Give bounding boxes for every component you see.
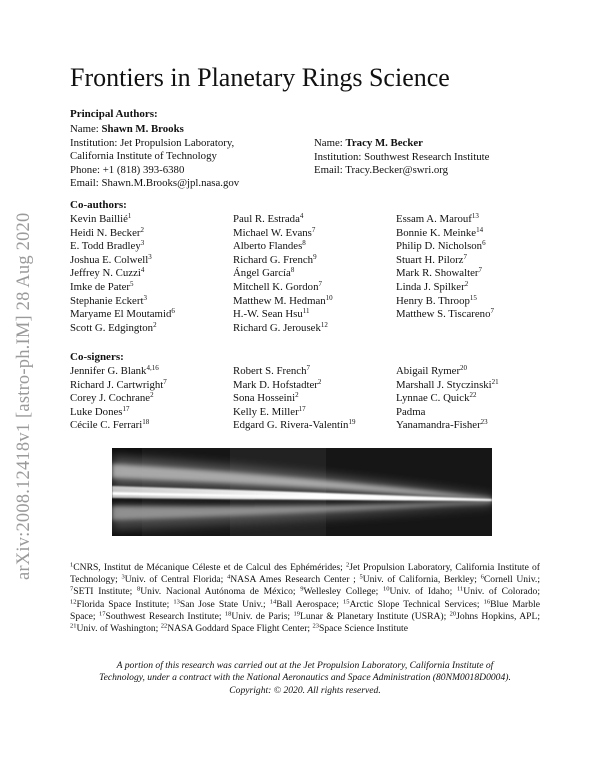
author-name-text: Mark R. Showalter [396, 267, 479, 280]
author-name-text: Abigail Rymer [396, 365, 461, 377]
affiliation-number: 8 [136, 585, 141, 593]
author-name [396, 254, 494, 268]
principal-author-1 [70, 123, 239, 191]
author-name-text: Jeffrey N. Cuzzi [70, 267, 141, 280]
affiliation-marker: 19 [348, 418, 356, 427]
author-name [233, 392, 355, 406]
author-name [233, 267, 333, 281]
author-name [233, 406, 355, 420]
affiliation-marker: 22 [469, 391, 477, 400]
author-name [233, 295, 333, 309]
affiliation-text: Wellesley College; [303, 586, 383, 598]
affiliation-marker: 11 [302, 307, 310, 316]
affiliation-number: 2 [345, 561, 350, 569]
rings-illustration [112, 448, 492, 536]
affiliation-marker: 2 [464, 279, 469, 288]
author-name-text: E. Todd Bradley [70, 240, 141, 253]
author-name-text: Imke de Pater [70, 280, 130, 293]
author-name [396, 227, 494, 241]
author-name [233, 379, 355, 393]
author-name-text: Kelly E. Miller [233, 405, 299, 418]
author-name-text: Mitchell K. Gordon [233, 280, 319, 293]
affiliation-number: 7 [70, 585, 74, 593]
coauthors-column-2 [233, 213, 333, 335]
author-2-name: Tracy M. Becker [345, 137, 423, 149]
author-name [233, 322, 333, 336]
affiliation-text: Blue Marble Space; [70, 598, 540, 622]
affiliation-text: Univ. of Colorado; [463, 586, 540, 598]
affiliations [70, 562, 540, 635]
affiliation-marker: 4 [140, 266, 145, 275]
author-name-text: Matthew S. Tiscareno [396, 308, 491, 321]
author-name-text: Paul R. Estrada [233, 213, 300, 225]
author-name [70, 254, 175, 268]
affiliation-text: CNRS, Institut de Mécanique Céleste et de Calcul des Ephémérides; [73, 562, 346, 573]
affiliation-number: 6 [480, 573, 484, 581]
author-name-text: Heidi N. Becker [70, 226, 141, 239]
author-name [396, 281, 494, 295]
author-2-email: Email: Tracy.Becker@swri.org [314, 164, 449, 177]
author-name [396, 295, 494, 309]
author-1-phone: Phone: +1 (818) 393-6380 [70, 163, 185, 176]
affiliation-marker: 2 [150, 391, 154, 400]
author-name [396, 406, 499, 420]
affiliation-marker: 17 [122, 404, 130, 413]
affiliation-number: 5 [359, 573, 363, 581]
affiliation-number: 18 [224, 610, 232, 618]
cosigners-column-1 [70, 365, 167, 433]
author-name [396, 365, 499, 379]
affiliation-number: 1 [70, 561, 74, 569]
affiliation-text: SETI Institute; [73, 586, 137, 598]
affiliation-number: 4 [227, 573, 231, 581]
affiliation-marker: 3 [140, 239, 145, 248]
author-name-text: Alberto Flandes [233, 240, 303, 253]
affiliation-number: 17 [98, 610, 106, 618]
affiliation-marker: 13 [471, 212, 479, 220]
affiliation-text: Southwest Research Institute; [105, 610, 225, 622]
affiliation-marker: 4 [299, 212, 304, 220]
affiliation-marker: 7 [490, 307, 494, 316]
author-1-institution: Institution: Jet Propulsion Laboratory, [70, 136, 235, 149]
author-name-text: Ángel García [233, 267, 291, 280]
author-name [70, 213, 175, 227]
affiliation-text: Johns Hopkins, APL; [456, 610, 540, 622]
affiliation-marker: 7 [163, 377, 167, 386]
author-name [396, 213, 494, 227]
affiliation-marker: 3 [148, 252, 152, 261]
author-name-text: Richard G. French [233, 253, 314, 266]
cosigners-column-3 [396, 365, 499, 433]
affiliation-marker: 12 [320, 320, 328, 329]
author-1-name: Shawn M. Brooks [101, 123, 184, 135]
affiliation-marker: 5 [129, 279, 134, 288]
affiliation-text: NASA Ames Research Center ; [230, 574, 360, 586]
author-1-institution-cont: California Institute of Technology [70, 150, 217, 163]
author-name [70, 267, 175, 281]
affiliation-marker: 8 [290, 266, 295, 275]
affiliation-text: Arctic Slope Technical Services; [349, 598, 484, 610]
author-name-text: Stuart H. Pilorz [396, 253, 464, 266]
author-name-text: Robert S. French [233, 365, 307, 377]
affiliation-text: NASA Goddard Space Flight Center; [167, 623, 313, 635]
author-name-text: Corey J. Cochrane [70, 392, 151, 405]
affiliation-text: Univ. de Paris; [231, 610, 294, 622]
author-name [396, 419, 499, 433]
affiliation-number: 9 [300, 585, 304, 593]
affiliation-marker: 4,16 [146, 364, 159, 372]
author-name [70, 295, 175, 309]
affiliation-text: Lunar & Planetary Institute (USRA); [299, 610, 450, 622]
affiliation-number: 20 [449, 610, 457, 618]
author-name [70, 379, 167, 393]
author-name-text: Mark D. Hofstadter [233, 378, 318, 391]
author-name-text: Yanamandra-Fisher [396, 419, 481, 432]
affiliation-number: 11 [457, 585, 464, 593]
affiliation-text: Univ. of California, Berkley; [362, 574, 481, 586]
author-name-text: Essam A. Marouf [396, 213, 472, 225]
affiliation-marker: 2 [295, 391, 299, 400]
affiliation-text: Univ. of Central Florida; [124, 574, 227, 586]
author-name [233, 365, 355, 379]
author-name [70, 419, 167, 433]
affiliation-number: 3 [121, 573, 125, 581]
principal-authors-heading: Principal Authors: [70, 108, 158, 120]
affiliation-marker: 10 [325, 293, 333, 302]
author-name-text: Padma [396, 405, 426, 418]
author-name [70, 240, 175, 254]
affiliation-number: 21 [70, 622, 77, 630]
affiliation-marker: 6 [171, 307, 175, 316]
author-name [70, 308, 175, 322]
affiliation-number: 22 [160, 622, 168, 630]
affiliation-number: 14 [269, 598, 277, 606]
author-name [233, 308, 333, 322]
affiliation-text: Cornell Univ.; [483, 574, 540, 586]
author-name-text: Stephanie Eckert [70, 294, 144, 307]
copyright-notice: Copyright: © 2020. All rights reserved. [229, 684, 381, 696]
author-name-text: Edgard G. Rivera-Valentín [233, 419, 349, 432]
author-name-text: Kevin Baillié [70, 213, 128, 225]
affiliation-marker: 7 [311, 225, 316, 234]
author-name-text: Marshall J. Styczinski [396, 378, 492, 391]
author-name [233, 240, 333, 254]
author-name-text: Cécile C. Ferrari [70, 419, 143, 432]
affiliation-marker: 20 [460, 364, 468, 372]
affiliation-marker: 15 [469, 293, 477, 302]
affiliation-marker: 2 [317, 377, 322, 386]
affiliation-text: Univ. of Idaho; [389, 586, 458, 598]
author-name-text: Michael W. Evans [233, 226, 312, 239]
author-name-text: Luke Dones [70, 405, 123, 418]
author-name-text: Matthew M. Hedman [233, 294, 326, 307]
affiliation-marker: 9 [313, 252, 317, 261]
author-name [396, 308, 494, 322]
cosigners-heading: Co-signers: [70, 351, 124, 363]
author-name [396, 379, 499, 393]
affiliation-marker: 1 [127, 212, 132, 220]
acknowledgment-line-1: A portion of this research was carried out at the Jet Propulsion Laboratory, California Institute of [116, 660, 494, 671]
author-name [233, 227, 333, 241]
affiliation-marker: 7 [318, 279, 322, 288]
author-name-text: H.-W. Sean Hsu [233, 308, 303, 321]
author-name-text: Joshua E. Colwell [70, 253, 149, 266]
affiliation-marker: 2 [140, 225, 144, 234]
affiliation-number: 16 [483, 598, 491, 606]
author-name-text: Sona Hosseini [233, 392, 296, 405]
affiliation-marker: 17 [298, 404, 306, 413]
author-name-text: Scott G. Edgington [70, 321, 154, 334]
affiliation-text: Univ. Nacional Autónoma de México; [140, 586, 301, 598]
affiliation-marker: 18 [142, 418, 150, 427]
acknowledgment [66, 660, 544, 697]
cosigners-column-2 [233, 365, 355, 433]
affiliation-text: Space Science Institute [318, 623, 408, 635]
coauthors-column-1 [70, 213, 175, 335]
author-1-name-line: Name: Shawn M. Brooks [70, 123, 184, 135]
affiliations-text [70, 562, 540, 635]
affiliation-text: Ball Aerospace; [276, 598, 343, 610]
arxiv-identifier: arXiv:2008.12418v1 [astro-ph.IM] 28 Aug 2020 [14, 212, 34, 580]
affiliation-number: 13 [173, 598, 180, 606]
affiliation-number: 23 [312, 622, 319, 630]
affiliation-marker: 6 [482, 239, 486, 248]
author-name [396, 240, 494, 254]
author-name-text: Philip D. Nicholson [396, 240, 483, 253]
author-name [70, 392, 167, 406]
affiliation-marker: 3 [143, 293, 147, 302]
affiliation-number: 19 [293, 610, 300, 618]
affiliation-text: San Jose State Univ.; [179, 598, 270, 610]
author-name [70, 227, 175, 241]
author-name-text: Richard G. Jerousek [233, 321, 321, 334]
coauthors-column-3 [396, 213, 494, 322]
paper-title: Frontiers in Planetary Rings Science [70, 63, 450, 92]
author-name [396, 267, 494, 281]
planetary-rings-image [112, 448, 492, 536]
author-name-text: Jennifer G. Blank [70, 365, 147, 377]
author-name [233, 213, 333, 227]
acknowledgment-line-2: Technology, under a contract with the National Aeronautics and Space Administration (80NM0018D0004). [99, 672, 511, 684]
author-name-text: Linda J. Spilker [396, 280, 465, 293]
affiliation-marker: 8 [302, 239, 306, 248]
affiliation-number: 12 [70, 598, 77, 606]
affiliation-number: 10 [382, 585, 390, 593]
author-name [70, 406, 167, 420]
affiliation-text: Florida Space Institute; [76, 598, 174, 610]
author-2-name-line: Name: Tracy M. Becker [314, 137, 423, 149]
author-name [70, 322, 175, 336]
author-name-text: Richard J. Cartwright [70, 378, 164, 391]
affiliation-text: Jet Propulsion Laboratory, California Institute of Technology; [70, 562, 540, 586]
author-name [233, 281, 333, 295]
affiliation-marker: 23 [480, 418, 488, 427]
author-2-institution: Institution: Southwest Research Institute [314, 150, 490, 163]
affiliation-number: 15 [342, 598, 350, 606]
author-name-text: Henry B. Throop [396, 294, 470, 307]
author-1-email: Email: Shawn.M.Brooks@jpl.nasa.gov [70, 177, 240, 190]
affiliation-marker: 14 [476, 225, 484, 234]
affiliation-marker: 7 [478, 266, 482, 275]
affiliation-marker: 7 [306, 364, 310, 372]
author-name [70, 281, 175, 295]
affiliation-marker: 2 [153, 320, 157, 329]
affiliation-marker: 21 [491, 377, 499, 386]
author-name [396, 392, 499, 406]
author-name [233, 254, 333, 268]
author-name-text: Lynnae C. Quick [396, 392, 470, 405]
affiliation-text: Univ. of Washington; [76, 623, 161, 635]
author-name [233, 419, 355, 433]
author-name [70, 365, 167, 379]
affiliation-marker: 7 [463, 252, 467, 261]
author-name-text: Maryame El Moutamid [70, 308, 172, 321]
coauthors-heading: Co-authors: [70, 199, 127, 211]
principal-author-2 [314, 137, 489, 178]
author-name-text: Bonnie K. Meinke [396, 226, 477, 239]
